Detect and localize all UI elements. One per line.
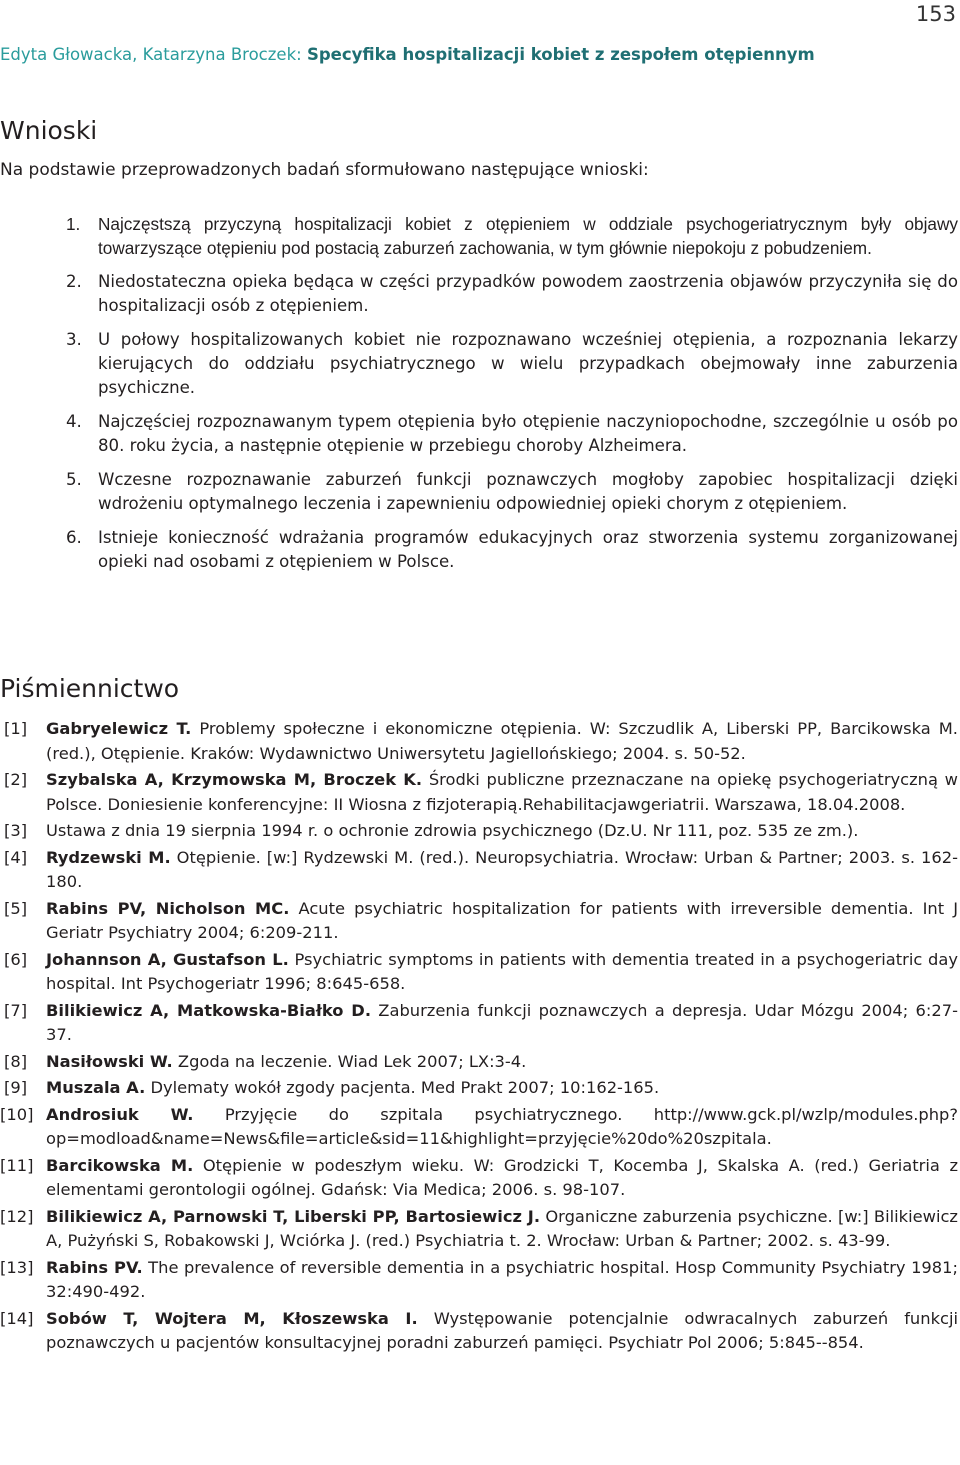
reference-number: [11]: [0, 1155, 34, 1175]
references-list: [0, 717, 958, 1358]
reference-item: [0, 999, 958, 1048]
item-number: 1.: [66, 214, 81, 234]
reference-text: Dylematy wokół zgody pacjenta. Med Prakt 2007; 10:162-165.: [145, 1078, 660, 1097]
reference-text: Zaburzenia funkcji poznawczych a depresja. Udar Mózgu 2004; 6:27-37.: [46, 1000, 958, 1044]
list-item: [0, 410, 958, 458]
item-text: Wczesne rozpoznawanie zaburzeń funkcji poznawczych mogłoby zapobiec hospitalizacji dzięki wdrożeniu optymalnego leczenia i zapewnieniu odpowiedniej opieki chorym z otępieniem.: [98, 470, 958, 513]
reference-item: [0, 948, 958, 997]
reference-authors: Gabryelewicz T.: [46, 719, 192, 738]
item-text: Niedostateczna opieka będąca w części przypadków powodem zaostrzenia objawów przyczyniła się do hospitalizacji osób z otępieniem.: [98, 272, 958, 315]
reference-text: Występowanie potencjalnie odwracalnych zaburzeń funkcji poznawczych u pacjentów konsultacyjnej poradni zaburzeń pamięci. Psychiatr Pol 2006; 5:845--854.: [46, 1308, 958, 1352]
running-header: [0, 45, 815, 64]
reference-item: [0, 1076, 958, 1101]
reference-item: [0, 768, 958, 817]
item-number: 4.: [66, 412, 82, 431]
item-number: 5.: [66, 470, 82, 489]
reference-item: [0, 1050, 958, 1075]
reference-item: [0, 846, 958, 895]
reference-item: [0, 897, 958, 946]
reference-item: [0, 819, 958, 844]
reference-number: [9]: [4, 1078, 28, 1097]
reference-number: [7]: [4, 1000, 28, 1020]
references-heading: Piśmiennictwo: [0, 674, 180, 703]
reference-text: Środki publiczne przeznaczane na opiekę psychogeriatryczną w Polsce. Doniesienie konferencyjne: II Wiosna z fizjoterapią.Rehabilitacjawgeriatrii. Warszawa, 18.04.2008.: [46, 770, 959, 814]
conclusions-intro: Na podstawie przeprowadzonych badań sformułowano następujące wnioski:: [0, 160, 649, 180]
list-item: [0, 212, 958, 260]
reference-number: [10]: [0, 1104, 34, 1124]
reference-number: [5]: [4, 898, 28, 918]
reference-text: Otępienie w podeszłym wieku. W: Grodzicki T, Kocemba J, Skalska A. (red.) Geriatria z elementami gerontologii ogólnej. Gdańsk: Via Medica; 2006. s. 98-107.: [46, 1155, 958, 1199]
reference-item: [0, 1256, 958, 1305]
reference-text: Ustawa z dnia 19 sierpnia 1994 r. o ochronie zdrowia psychicznego (Dz.U. Nr 111, poz. 535 ze zm.).: [46, 821, 859, 840]
page-number: 153: [915, 2, 956, 26]
item-number: 6.: [66, 528, 82, 547]
reference-authors: Bilikiewicz A, Parnowski T, Liberski PP, Bartosiewicz J.: [46, 1206, 541, 1226]
reference-text: Zgoda na leczenie. Wiad Lek 2007; LX:3-4.: [172, 1051, 527, 1071]
header-title: Specyfika hospitalizacji kobiet z zespołem otępiennym: [306, 45, 815, 64]
reference-number: [12]: [0, 1206, 34, 1226]
reference-item: [0, 1103, 958, 1152]
reference-authors: Nasiłowski W.: [46, 1051, 173, 1071]
reference-text: Organiczne zaburzenia psychiczne. [w:] Bilikiewicz A, Pużyński S, Robakowski J, Wciórka J. (red.) Psychiatria t. 2. Wrocław: Urban & Partner; 2002. s. 43-99.: [46, 1206, 958, 1250]
reference-authors: Barcikowska M.: [46, 1155, 194, 1175]
list-item: [0, 270, 958, 318]
reference-number: [14]: [0, 1308, 34, 1328]
list-item: [0, 526, 958, 574]
reference-item: [0, 1154, 958, 1203]
reference-authors: Rabins PV.: [46, 1257, 143, 1277]
reference-item: [0, 1205, 958, 1254]
reference-authors: Rydzewski M.: [46, 847, 171, 867]
item-text: Najczęstszą przyczyną hospitalizacji kobiet z otępieniem w oddziale psychogeriatrycznym były objawy towarzyszące otępieniu pod postacią zaburzeń zachowania, w tym głównie niepokoju z pobudzeniem.: [98, 214, 958, 258]
conclusions-list: [0, 212, 958, 584]
reference-authors: Sobów T, Wojtera M, Kłoszewska I.: [46, 1308, 418, 1328]
reference-authors: Bilikiewicz A, Matkowska-Białko D.: [46, 1000, 371, 1020]
list-item: [0, 468, 958, 516]
list-item: [0, 328, 958, 400]
reference-number: [1]: [4, 719, 28, 738]
reference-text: The prevalence of reversible dementia in a psychiatric hospital. Hosp Community Psychiatry 1981; 32:490-492.: [46, 1257, 958, 1301]
reference-number: [3]: [4, 821, 28, 840]
reference-number: [6]: [4, 949, 28, 969]
item-text: Istnieje konieczność wdrażania programów edukacyjnych oraz stworzenia systemu zorganizowanej opieki nad osobami z otępieniem w Polsce.: [98, 528, 958, 571]
item-number: 3.: [66, 330, 82, 349]
header-authors: Edyta Głowacka, Katarzyna Broczek:: [0, 45, 302, 64]
reference-item: [0, 717, 958, 766]
reference-number: [4]: [4, 847, 28, 867]
reference-number: [13]: [0, 1257, 34, 1277]
item-text: U połowy hospitalizowanych kobiet nie rozpoznawano wcześniej otępienia, a rozpoznania lekarzy kierujących do oddziału psychiatrycznego w wielu przypadkach obejmowały inne zaburzenia psychiczne.: [98, 330, 958, 397]
reference-number: [2]: [4, 770, 28, 789]
reference-authors: Johannson A, Gustafson L.: [46, 949, 289, 969]
conclusions-heading: Wnioski: [0, 116, 98, 145]
reference-text: Przyjęcie do szpitala psychiatrycznego. http://www.gck.pl/wzlp/modules.php?op=modload&name=News&file=article&sid=11&highlight=przyjęcie%20do%20szpitala.: [46, 1104, 959, 1148]
reference-number: [8]: [4, 1051, 28, 1071]
reference-authors: Muszala A.: [46, 1078, 146, 1097]
reference-authors: Rabins PV, Nicholson MC.: [46, 898, 290, 918]
reference-authors: Androsiuk W.: [46, 1104, 194, 1124]
item-number: 2.: [66, 272, 82, 291]
reference-text: Otępienie. [w:] Rydzewski M. (red.). Neuropsychiatria. Wrocław: Urban & Partner; 2003. s. 162-180.: [46, 847, 958, 891]
reference-text: Psychiatric symptoms in patients with dementia treated in a psychogeriatric day hospital. Int Psychogeriatr 1996; 8:645-658.: [46, 949, 959, 993]
reference-text: Acute psychiatric hospitalization for patients with irreversible dementia. Int J Geriatr Psychiatry 2004; 6:209-211.: [46, 898, 959, 942]
reference-item: [0, 1307, 958, 1356]
item-text: Najczęściej rozpoznawanym typem otępienia było otępienie naczyniopochodne, szczególnie u osób po 80. roku życia, a następnie otępienie w przebiegu choroby Alzheimera.: [98, 412, 958, 455]
reference-text: Problemy społeczne i ekonomiczne otępienia. W: Szczudlik A, Liberski PP, Barcikowska M. (red.), Otępienie. Kraków: Wydawnictwo Uniwersytetu Jagiellońskiego; 2004. s. 50-52.: [46, 719, 958, 763]
reference-authors: Szybalska A, Krzymowska M, Broczek K.: [46, 770, 423, 789]
